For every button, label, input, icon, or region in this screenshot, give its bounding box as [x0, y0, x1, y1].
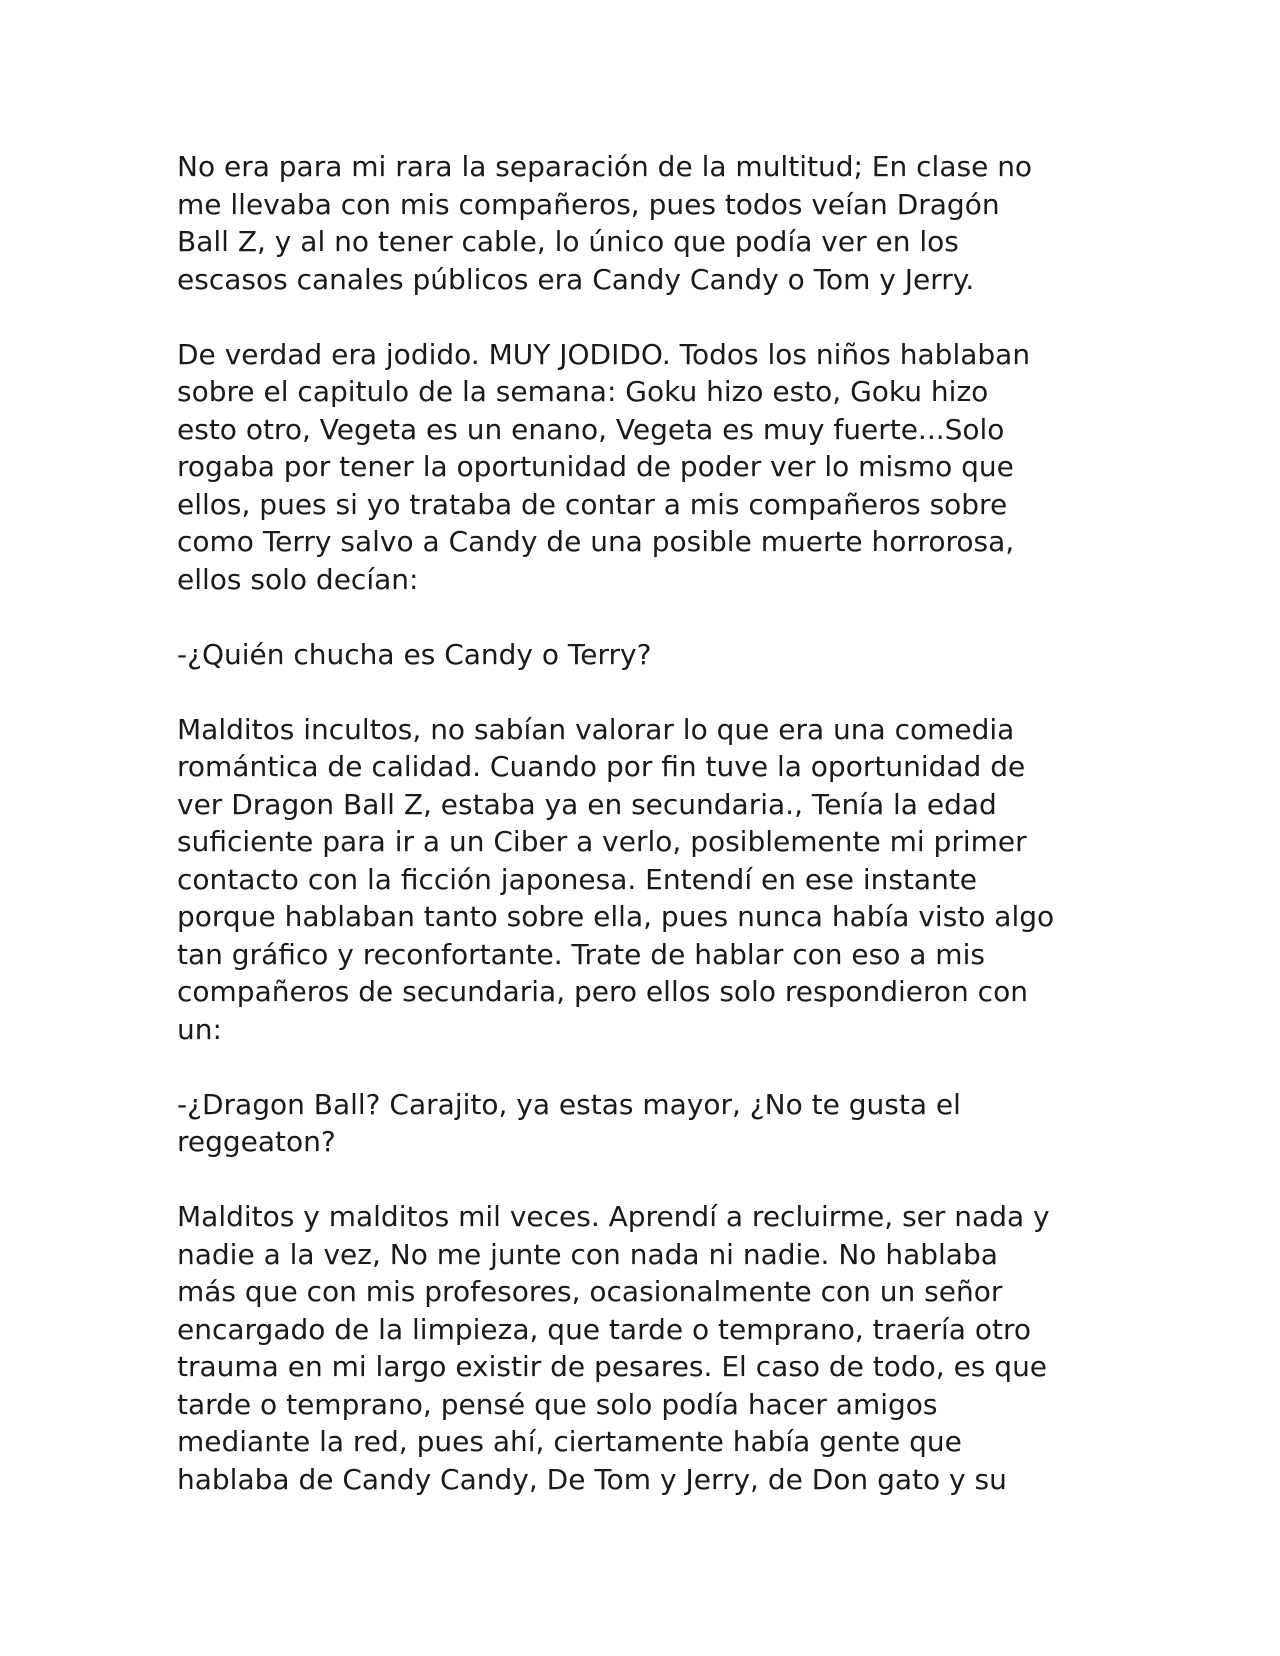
text-line: reggeaton? — [177, 1125, 336, 1158]
paragraph-4 — [177, 711, 1107, 1049]
text-line: contacto con la ficción japonesa. Entendí en ese instante — [177, 862, 978, 896]
text-line: porque hablaban tanto sobre ella, pues nunca había visto algo — [177, 900, 1055, 933]
text-line: ellos, pues si yo trataba de contar a mis compañeros sobre — [177, 487, 1008, 521]
text-line: rogaba por tener la oportunidad de poder ver lo mismo que — [177, 450, 1014, 483]
text-line: -¿Dragon Ball? Carajito, ya estas mayor, ¿No te gusta el — [177, 1087, 961, 1121]
text-line: tarde o temprano, pensé que solo podía hacer amigos — [177, 1387, 938, 1421]
text-line: más que con mis profesores, ocasionalmente con un señor — [177, 1275, 1003, 1308]
text-line: Malditos y malditos mil veces. Aprendí a recluirme, ser nada y — [177, 1200, 1050, 1233]
text-line: sobre el capitulo de la semana: Goku hizo esto, Goku hizo — [177, 375, 989, 408]
text-line: suficiente para ir a un Ciber a verlo, posiblemente mi primer — [177, 825, 1027, 858]
text-line: De verdad era jodido. MUY JODIDO. Todos los niños hablaban — [177, 337, 1031, 371]
text-line: trauma en mi largo existir de pesares. El caso de todo, es que — [177, 1350, 1048, 1383]
text-line: compañeros de secundaria, pero ellos solo respondieron con — [177, 975, 1028, 1008]
text-line: un: — [177, 1012, 222, 1046]
text-line: No era para mi rara la separación de la multitud; En clase no — [177, 150, 1033, 183]
text-line: ellos solo decían: — [177, 562, 419, 596]
paragraph-6 — [177, 1198, 1107, 1498]
text-line: Ball Z, y al no tener cable, lo único que podía ver en los — [177, 225, 959, 258]
paragraph-3 — [177, 636, 1107, 674]
text-line: esto otro, Vegeta es un enano, Vegeta es muy fuerte...Solo — [177, 412, 1005, 446]
text-line: mediante la red, pues ahí, ciertamente había gente que — [177, 1425, 962, 1458]
paragraph-5 — [177, 1086, 1107, 1161]
text-line: como Terry salvo a Candy de una posible muerte horrorosa, — [177, 525, 1015, 558]
text-line: Malditos incultos, no sabían valorar lo que era una comedia — [177, 712, 1015, 746]
text-line: encargado de la limpieza, que tarde o temprano, traería otro — [177, 1312, 1031, 1346]
document-body — [177, 148, 1107, 1536]
text-line: escasos canales públicos era Candy Candy o Tom y Jerry. — [177, 262, 975, 296]
text-line: ver Dragon Ball Z, estaba ya en secundaria., Tenía la edad — [177, 787, 997, 821]
paragraph-2 — [177, 336, 1107, 599]
text-line: -¿Quién chucha es Candy o Terry? — [177, 637, 652, 671]
text-line: tan gráfico y reconfortante. Trate de hablar con eso a mis — [177, 937, 985, 971]
text-line: me llevaba con mis compañeros, pues todos veían Dragón — [177, 187, 1000, 221]
paragraph-1 — [177, 148, 1107, 298]
text-line: romántica de calidad. Cuando por fin tuve la oportunidad de — [177, 750, 1026, 783]
text-line: nadie a la vez, No me junte con nada ni nadie. No hablaba — [177, 1237, 998, 1271]
text-line: hablaba de Candy Candy, De Tom y Jerry, de Don gato y su — [177, 1462, 1007, 1496]
